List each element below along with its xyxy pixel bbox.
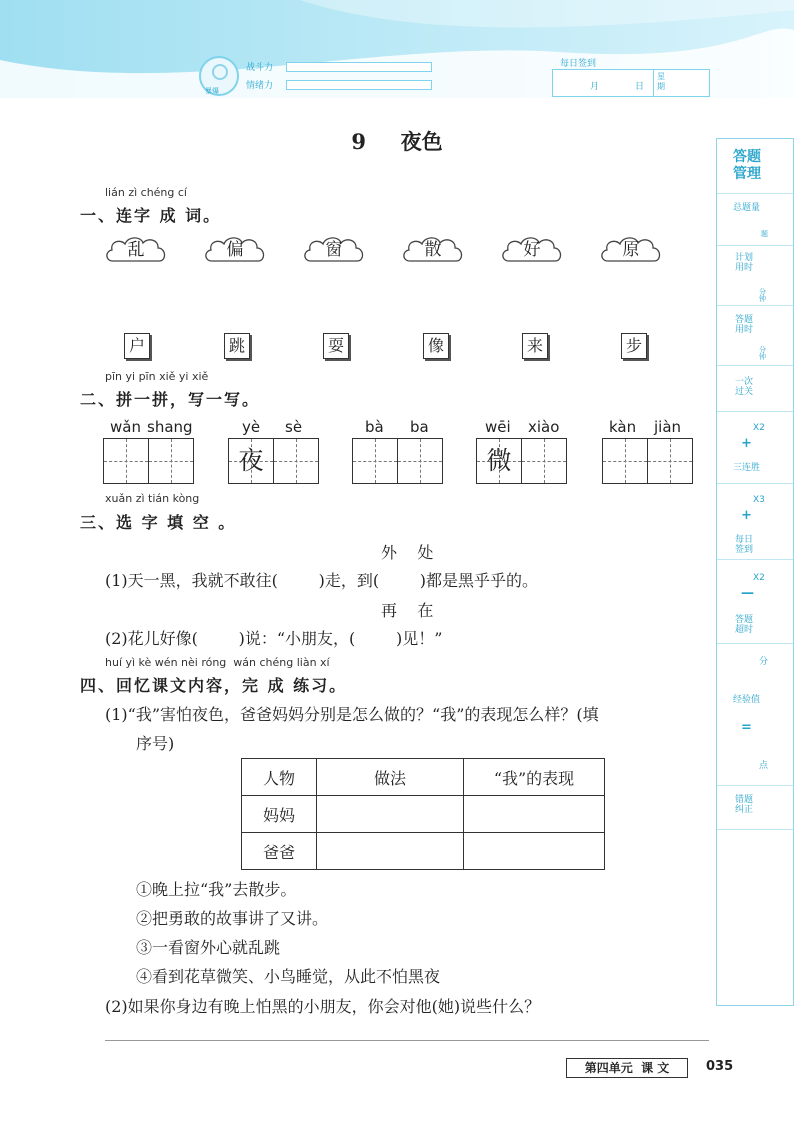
sidebar-item: 计划用时 [735, 253, 754, 273]
cloud-char-text: 乱 [127, 240, 145, 260]
cloud-char-text: 窗 [325, 240, 343, 260]
cloud-char-text: 原 [622, 240, 640, 260]
tianzige-char [522, 439, 566, 483]
choice-chars-1: 外 处 [381, 543, 434, 562]
table-cell: 爸爸 [242, 833, 317, 870]
date-box [552, 69, 710, 97]
answer-cell[interactable] [464, 833, 605, 870]
sidebar-item: 每日签到 [735, 535, 754, 555]
question-4-1: (1)“我”害怕夜色，爸爸妈妈分别是怎么做的？“我”的表现怎么样？(填 [105, 705, 599, 724]
option-item: ①晚上拉“我”去散步。 [136, 880, 297, 899]
word-pinyin: bà [365, 418, 384, 436]
tianzige-char [353, 439, 397, 483]
char-box[interactable]: 跳 [224, 333, 250, 359]
sidebar-plus: + [741, 436, 752, 451]
lesson-number: 9 [351, 129, 366, 154]
option-item: ②把勇敢的故事讲了又讲。 [136, 909, 329, 928]
answer-management-sidebar [716, 138, 794, 1006]
word-pinyin: kàn [609, 418, 637, 436]
week-label: 星期 [657, 72, 665, 91]
daily-checkin-label: 每日签到 [560, 59, 597, 69]
question-3-1: (1)天一黑，我就不敢往( )走，到( )都是黑乎乎的。 [105, 571, 539, 590]
avatar-icon [212, 64, 228, 80]
word-pinyin: jiàn [654, 418, 682, 436]
table-row [242, 796, 605, 833]
section3-pinyin: xuǎn zì tián kòng [105, 492, 200, 505]
char-box[interactable]: 步 [621, 333, 647, 359]
section2-pinyin: pīn yi pīn xiě yi xiě [105, 370, 209, 383]
word-pinyin: sè [285, 418, 303, 436]
char-box[interactable]: 耍 [323, 333, 349, 359]
page-number: 035 [706, 1059, 734, 1074]
question-4-2: (2)如果你身边有晚上怕黑的小朋友，你会对他(她)说些什么？ [105, 997, 541, 1016]
choice-chars-2: 再 在 [381, 601, 434, 620]
section1-title: 一、连字 成 词。 [80, 206, 222, 225]
word-pinyin: shang [147, 418, 193, 436]
sidebar-unit: 分 [759, 657, 769, 667]
word-pinyin: wēi [485, 418, 511, 436]
cloud-char[interactable] [301, 233, 367, 267]
tianzige-char [149, 439, 193, 483]
sidebar-unit: 分钟 [759, 288, 766, 303]
answer-cell[interactable] [317, 796, 464, 833]
word-pinyin: xiào [528, 418, 560, 436]
sidebar-plus: + [741, 508, 752, 523]
sidebar-item: 答题超时 [735, 615, 754, 635]
answer-table [241, 758, 605, 870]
table-header: 人物 [242, 759, 317, 796]
tianzige-char: 微 [486, 446, 512, 475]
answer-cell[interactable] [464, 796, 605, 833]
tianzige-char: 夜 [238, 446, 264, 475]
question-4-1-cont: 序号) [136, 734, 175, 753]
sidebar-item: 答题用时 [735, 315, 754, 335]
char-box[interactable]: 像 [423, 333, 449, 359]
tianzige-char [274, 439, 318, 483]
cloud-char-text: 偏 [226, 240, 244, 260]
option-item: ③一看窗外心就乱跳 [136, 938, 281, 957]
sidebar-item: 错题纠正 [735, 795, 754, 815]
table-row [242, 833, 605, 870]
word-pinyin: yè [242, 418, 261, 436]
tianzige-box[interactable] [602, 438, 693, 484]
sidebar-item: 一次过关 [735, 377, 754, 397]
footer-unit-label: 第四单元 课 文 [566, 1058, 688, 1078]
lesson-name: 夜色 [400, 129, 443, 154]
day-label: 日 [635, 82, 645, 92]
sidebar-item: 经验值 [733, 695, 761, 705]
footer-rule [105, 1040, 709, 1041]
option-item: ④看到花草微笑、小鸟睡觉，从此不怕黑夜 [136, 967, 441, 986]
section2-title: 二、拼一拼，写一写。 [80, 390, 261, 409]
month-label: 月 [590, 82, 600, 92]
sidebar-item: 三连胜 [733, 463, 761, 473]
table-header-row [242, 759, 605, 796]
tianzige-char [398, 439, 442, 483]
section1-pinyin: lián zì chéng cí [105, 186, 187, 199]
sidebar-title: 答题管理 [733, 149, 761, 182]
char-box[interactable]: 户 [124, 333, 150, 359]
tianzige-char [648, 439, 692, 483]
tianzige-char [104, 439, 148, 483]
zhandouli-label: 战斗力 [246, 63, 274, 73]
avatar [199, 56, 239, 96]
lesson-title [0, 126, 794, 156]
sidebar-unit: 分钟 [759, 346, 766, 361]
avatar-label: 暴爆 [205, 87, 219, 95]
sidebar-unit: 题 [761, 230, 768, 238]
word-pinyin: wǎn [110, 418, 141, 436]
qingxuli-label: 情绪力 [246, 81, 274, 91]
cloud-char[interactable] [400, 233, 466, 267]
tianzige-char [603, 439, 647, 483]
sidebar-multiplier: X2 [753, 573, 765, 583]
table-header: 做法 [317, 759, 464, 796]
sidebar-multiplier: X2 [753, 423, 765, 433]
table-header: “我”的表现 [464, 759, 605, 796]
sidebar-item: 总题量 [733, 203, 761, 213]
date-divider [653, 70, 654, 96]
tianzige-box[interactable] [103, 438, 194, 484]
sidebar-multiplier: X3 [753, 495, 765, 505]
zhandouli-bar [286, 62, 432, 72]
cloud-char[interactable] [598, 233, 664, 267]
tianzige-box[interactable] [476, 438, 567, 484]
table-cell: 妈妈 [242, 796, 317, 833]
tianzige-box[interactable] [352, 438, 443, 484]
cloud-char-text: 散 [424, 240, 442, 260]
sidebar-minus: — [741, 586, 754, 601]
cloud-char[interactable] [499, 233, 565, 267]
cloud-char[interactable] [103, 233, 169, 267]
char-box[interactable]: 来 [522, 333, 548, 359]
section4-title: 四、回忆课文内容，完 成 练习。 [80, 676, 348, 695]
sidebar-unit: 点 [759, 761, 769, 771]
answer-cell[interactable] [317, 833, 464, 870]
tianzige-box[interactable] [228, 438, 319, 484]
cloud-char[interactable] [202, 233, 268, 267]
word-pinyin: ba [410, 418, 429, 436]
question-3-2: (2)花儿好像( )说：“小朋友，( )见！” [105, 629, 443, 648]
qingxuli-bar [286, 80, 432, 90]
cloud-char-text: 好 [523, 240, 541, 260]
sidebar-equals: = [741, 720, 752, 735]
section3-title: 三、选 字 填 空 。 [80, 513, 237, 532]
section4-pinyin: huí yì kè wén nèi róng wán chéng liàn xí [105, 656, 330, 669]
